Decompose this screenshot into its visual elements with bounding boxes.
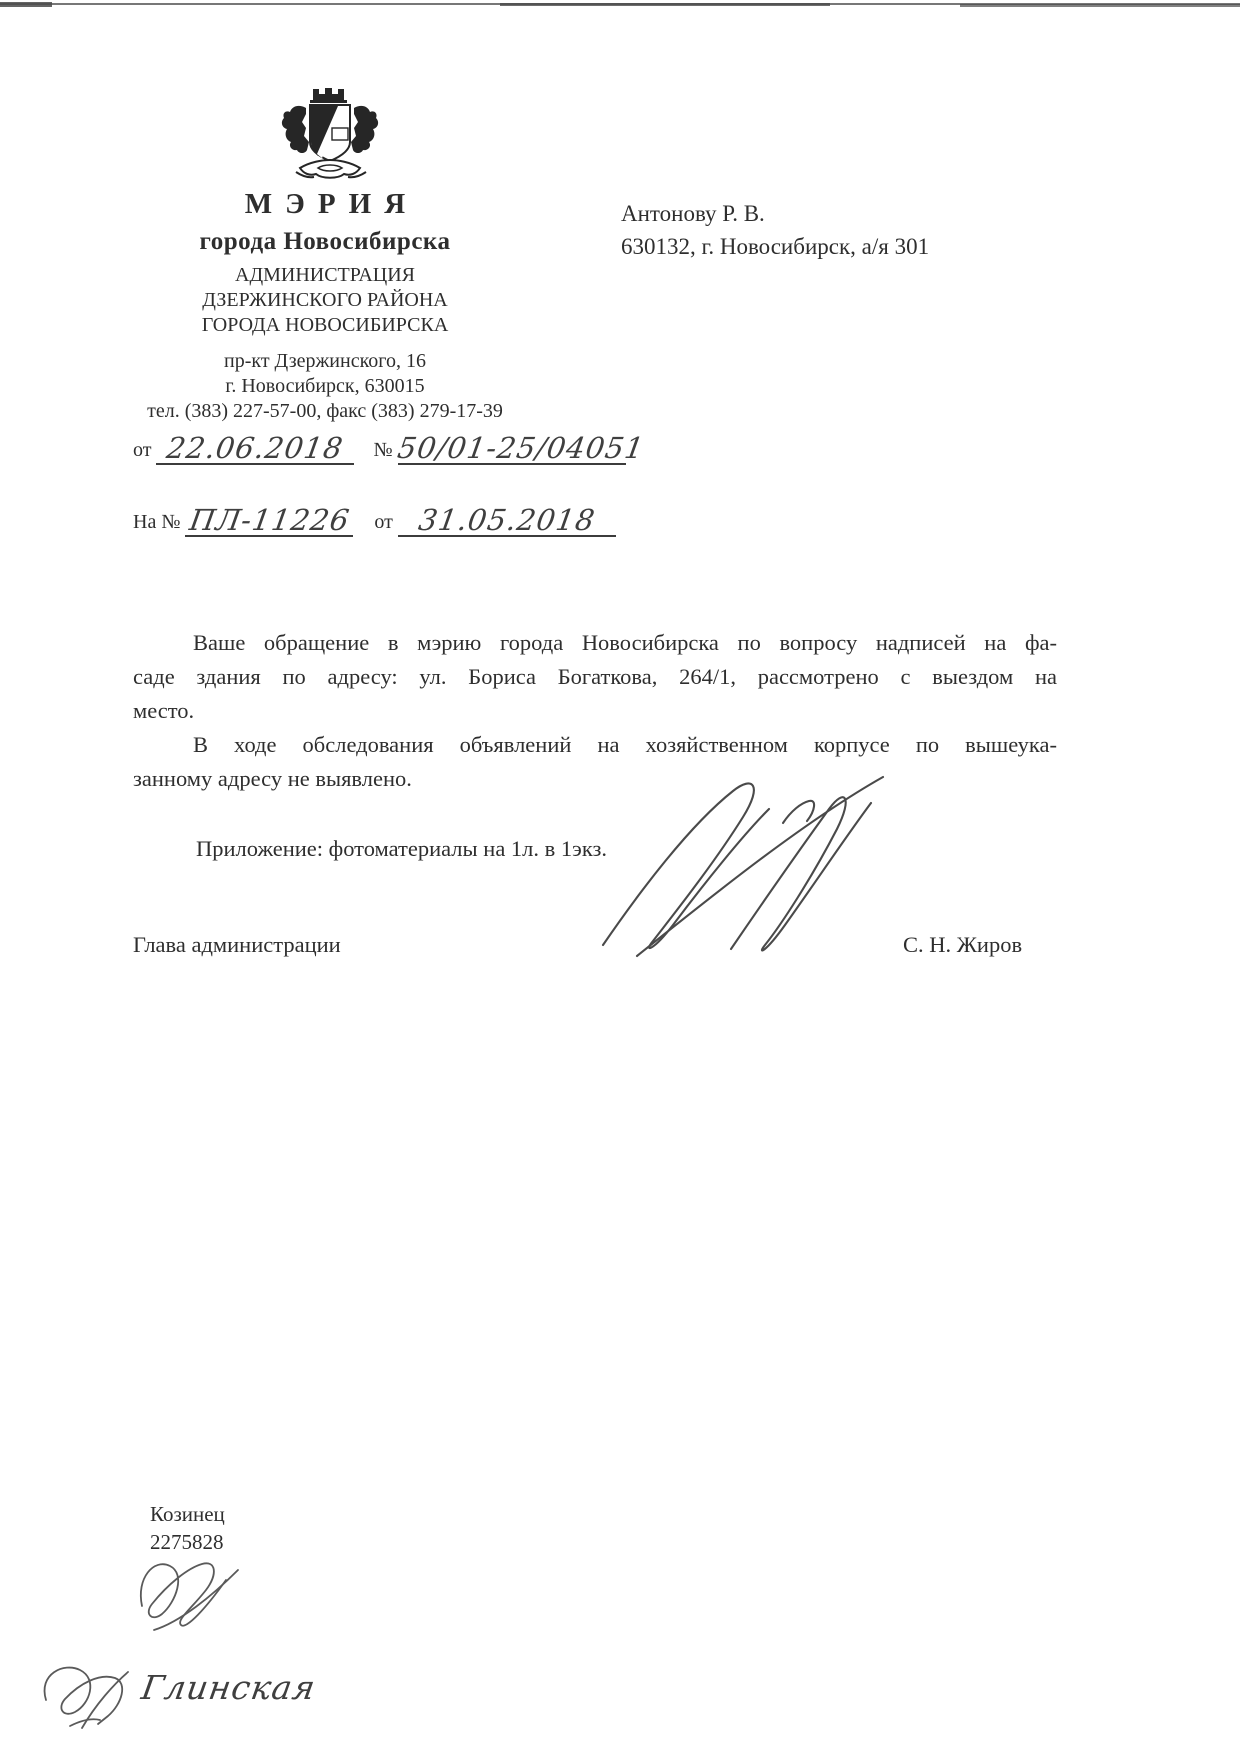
org-street-address: пр-кт Дзержинского, 16 <box>224 350 426 372</box>
out-date-handwritten: 22.06.2018 <box>164 431 347 465</box>
executor-name: Козинец <box>150 1502 225 1526</box>
signer-title: Глава администрации <box>133 932 341 957</box>
reply-number-blank <box>185 501 353 537</box>
outgoing-reference-line <box>133 429 647 465</box>
addressee-name: Антонову Р. В. <box>621 201 765 226</box>
body-line: Ваше обращение в мэрию города Новосибирска по вопросу надписей на фа- <box>193 630 1057 655</box>
attachment-line: Приложение: фотоматериалы на 1л. в 1экз. <box>196 836 607 861</box>
scan-artifact-line <box>960 4 1240 7</box>
reply-date-label: от <box>374 511 393 533</box>
org-title-city: города Новосибирска <box>199 228 451 255</box>
letterhead <box>105 188 545 423</box>
body-line: саде здания по адресу: ул. Бориса Богаткова, 264/1, рассмотрено с выездом на <box>133 664 1057 689</box>
body-line: место. <box>133 698 195 723</box>
addressee-block <box>621 197 929 263</box>
body-line: занному адресу не выявлено. <box>133 766 412 791</box>
handwritten-note-text: Глинская <box>138 1668 319 1707</box>
reply-date-blank <box>398 501 616 537</box>
reply-number-label: На № <box>133 511 181 533</box>
org-line-administration: АДМИНИСТРАЦИЯ <box>235 264 415 286</box>
executor-phone: 2275828 <box>150 1530 224 1554</box>
org-line-city: ГОРОДА НОВОСИБИРСКА <box>201 314 449 336</box>
reply-date-handwritten: 31.05.2018 <box>416 503 598 537</box>
novosibirsk-coat-of-arms-icon <box>266 84 396 186</box>
body-line: В ходе обследования объявлений на хозяйственном корпусе по вышеука- <box>193 732 1057 757</box>
org-title-main: МЭРИЯ <box>244 188 419 220</box>
out-date-blank <box>156 429 354 465</box>
addressee-address: 630132, г. Новосибирск, а/я 301 <box>621 234 930 259</box>
handwritten-note-word <box>138 1668 319 1708</box>
executor-block <box>150 1500 225 1556</box>
org-line-district: ДЗЕРЖИНСКОГО РАЙОНА <box>202 289 448 311</box>
out-number-blank <box>394 429 647 465</box>
out-date-label: от <box>133 439 152 461</box>
out-number-label: № <box>373 439 393 461</box>
out-number-handwritten: 50/01-25/04051 <box>394 431 647 465</box>
org-city-postcode: г. Новосибирск, 630015 <box>225 375 425 397</box>
kozinec-signature-scribble <box>126 1550 256 1636</box>
incoming-reference-line <box>133 501 616 537</box>
scan-artifact-blob <box>0 2 52 7</box>
scan-artifact-line <box>500 3 830 6</box>
zhirov-signature-scribble <box>585 763 895 958</box>
signer-name: С. Н. Жиров <box>903 932 1023 957</box>
note-signature-flourish <box>30 1660 150 1735</box>
org-phone-fax: тел. (383) 227-57-00, факс (383) 279-17-39 <box>147 400 503 422</box>
reply-number-handwritten: ПЛ-11226 <box>186 503 352 537</box>
